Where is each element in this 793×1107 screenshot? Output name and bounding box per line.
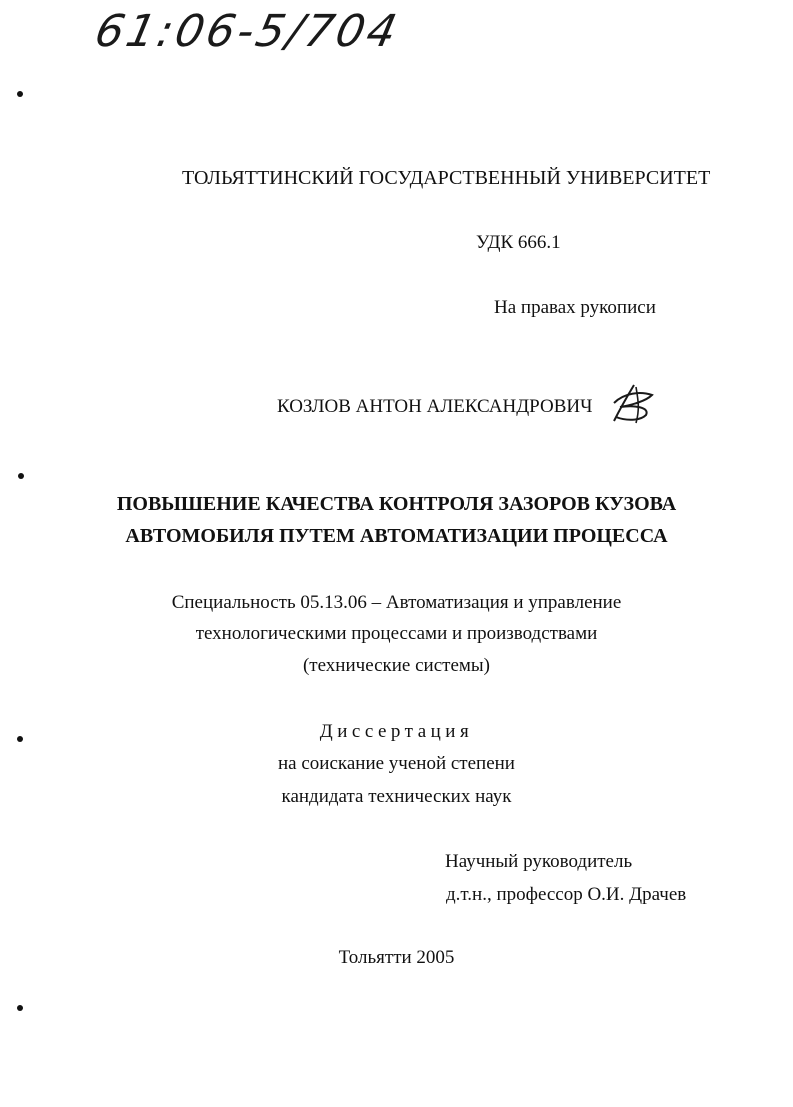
archive-code: 61:06-5/704	[90, 6, 404, 57]
supervisor-name: д.т.н., профессор О.И. Драчев	[446, 884, 687, 905]
specialty-line-2: технологическими процессами и производствами	[195, 623, 598, 644]
specialty-line-1: Специальность 05.13.06 – Автоматизация и управление	[171, 592, 622, 613]
margin-dot	[18, 473, 24, 479]
author-signature	[606, 381, 660, 425]
author-name: КОЗЛОВ АНТОН АЛЕКСАНДРОВИЧ	[277, 396, 593, 417]
place-year: Тольятти 2005	[338, 947, 455, 968]
dissertation-title-line-1: ПОВЫШЕНИЕ КАЧЕСТВА КОНТРОЛЯ ЗАЗОРОВ КУЗОВА	[116, 493, 677, 515]
university-name: ТОЛЬЯТТИНСКИЙ ГОСУДАРСТВЕННЫЙ УНИВЕРСИТЕТ	[182, 167, 711, 189]
degree-line-2: кандидата технических наук	[281, 786, 512, 807]
specialty-line-3: (технические системы)	[302, 655, 490, 676]
dissertation-title-line-2: АВТОМОБИЛЯ ПУТЕМ АВТОМАТИЗАЦИИ ПРОЦЕССА	[125, 525, 668, 547]
margin-dot	[17, 91, 23, 97]
udc-code: УДК 666.1	[476, 232, 561, 253]
dissertation-label: Диссертация	[319, 721, 474, 742]
margin-dot	[17, 1005, 23, 1011]
degree-line-1: на соискание ученой степени	[278, 753, 515, 774]
manuscript-rights: На правах рукописи	[494, 297, 656, 318]
supervisor-label: Научный руководитель	[445, 851, 633, 872]
